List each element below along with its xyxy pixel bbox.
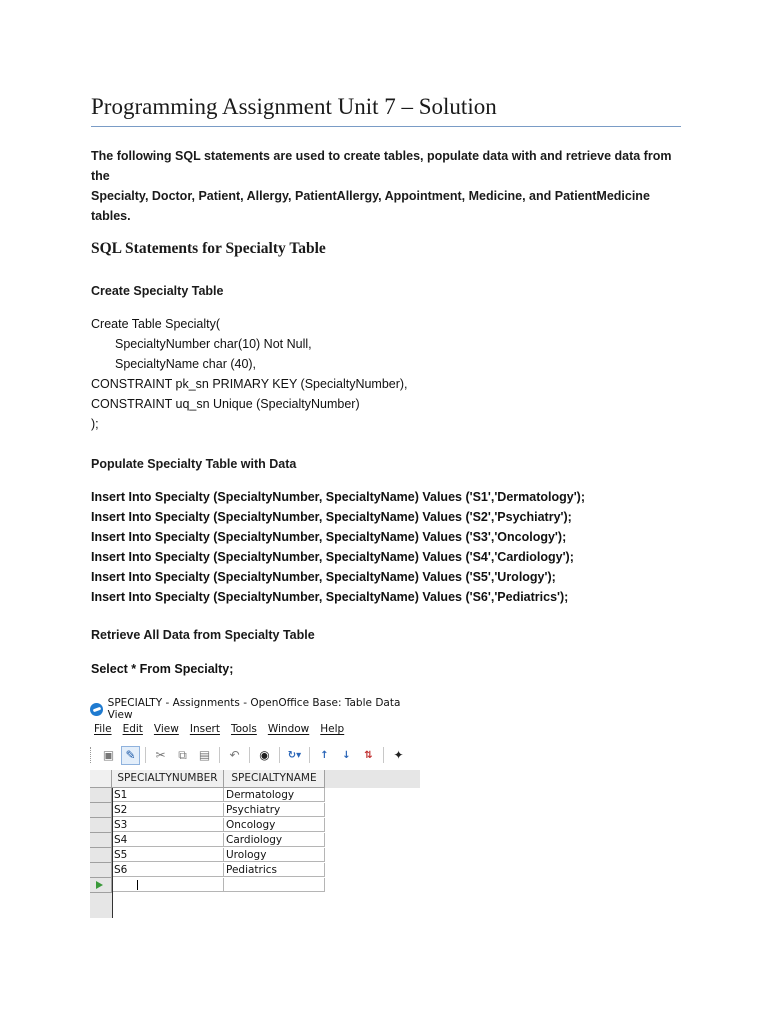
cell-specialtyname[interactable]: Dermatology (224, 788, 325, 802)
intro-paragraph (91, 146, 691, 226)
table-row (90, 833, 420, 848)
undo-icon[interactable]: ↶ (229, 748, 240, 762)
menu-window[interactable]: Window (267, 723, 310, 735)
toolbar-separator (383, 747, 384, 763)
cell-specialtyname[interactable]: Pediatrics (224, 863, 325, 877)
cut-icon[interactable]: ✂ (155, 748, 166, 762)
code-line: Create Table Specialty( (91, 317, 221, 331)
create-statement (91, 314, 408, 434)
code-line: SpecialtyNumber char(10) Not Null, (115, 337, 312, 351)
cell-specialtynumber[interactable]: S2 (112, 803, 224, 817)
menu-help[interactable]: Help (320, 723, 345, 735)
data-grid (90, 770, 420, 918)
row-selector[interactable] (90, 833, 112, 848)
save-icon[interactable]: ▣ (102, 748, 115, 762)
toolbar-separator (219, 747, 220, 763)
intro-line: tables. (91, 209, 131, 223)
openoffice-screenshot (90, 697, 420, 918)
row-selector[interactable] (90, 818, 112, 833)
autofilter-icon[interactable]: ✦ (393, 748, 404, 762)
code-line: Insert Into Specialty (SpecialtyNumber, SpecialtyName) Values ('S3','Oncology'); (91, 530, 567, 544)
section-heading: SQL Statements for Specialty Table (91, 240, 326, 257)
menu-view[interactable]: View (153, 723, 179, 735)
intro-line: Specialty, Doctor, Patient, Allergy, PatientAllergy, Appointment, Medicine, and PatientMedicine (91, 189, 650, 203)
menu-file[interactable]: File (94, 723, 112, 735)
cell-specialtynumber[interactable]: S4 (112, 833, 224, 847)
menu-tools[interactable]: Tools (230, 723, 257, 735)
column-header-specialtynumber[interactable]: SPECIALTYNUMBER (112, 770, 224, 788)
toolbar-separator (309, 747, 310, 763)
text-caret (137, 880, 138, 890)
row-selector[interactable] (90, 788, 112, 803)
sort-ascending-icon[interactable]: ↑ (320, 749, 329, 761)
code-line: Select * From Specialty; (91, 662, 234, 676)
code-line: Insert Into Specialty (SpecialtyNumber, SpecialtyName) Values ('S2','Psychiatry'); (91, 510, 572, 524)
cell-specialtyname[interactable]: Urology (224, 848, 325, 862)
window-titlebar (90, 697, 420, 721)
table-row (90, 818, 420, 833)
select-statement (91, 659, 233, 679)
menu-edit[interactable]: Edit (122, 723, 143, 735)
grid-divider (112, 788, 113, 918)
edit-data-icon[interactable]: ✎ (121, 746, 140, 765)
sort-descending-icon[interactable]: ↓ (342, 749, 351, 761)
code-line: CONSTRAINT uq_sn Unique (SpecialtyNumber) (91, 397, 360, 411)
row-selector[interactable] (90, 848, 112, 863)
create-heading: Create Specialty Table (91, 284, 224, 298)
cell-specialtyname[interactable]: Psychiatry (224, 803, 325, 817)
new-record-row (90, 878, 420, 893)
toolbar-grip[interactable] (90, 747, 94, 763)
cell-specialtyname[interactable]: Cardiology (224, 833, 325, 847)
new-record-arrow-icon (96, 881, 103, 889)
toolbar-separator (145, 747, 146, 763)
code-line: Insert Into Specialty (SpecialtyNumber, SpecialtyName) Values ('S6','Pediatrics'); (91, 590, 569, 604)
cell-specialtynumber[interactable]: S5 (112, 848, 224, 862)
column-header-specialtyname[interactable]: SPECIALTYNAME (224, 770, 325, 788)
code-line: Insert Into Specialty (SpecialtyNumber, SpecialtyName) Values ('S5','Urology'); (91, 570, 556, 584)
code-line: ); (91, 417, 99, 431)
document-title: Programming Assignment Unit 7 – Solution (91, 94, 497, 119)
menu-insert[interactable]: Insert (189, 723, 220, 735)
new-cell-specialtynumber[interactable] (112, 878, 224, 892)
cell-specialtyname[interactable]: Oncology (224, 818, 325, 832)
retrieve-heading: Retrieve All Data from Specialty Table (91, 628, 315, 642)
code-line: SpecialtyName char (40), (115, 357, 257, 371)
intro-line: The following SQL statements are used to create tables, populate data with and retrieve data from the (91, 149, 672, 183)
table-row (90, 788, 420, 803)
toolbar (90, 743, 420, 767)
corner-cell[interactable] (90, 770, 112, 788)
table-row (90, 803, 420, 818)
openoffice-logo-icon (90, 703, 103, 716)
toolbar-separator (249, 747, 250, 763)
title-underline (91, 126, 681, 127)
populate-heading: Populate Specialty Table with Data (91, 457, 297, 471)
table-row (90, 863, 420, 878)
toolbar-separator (279, 747, 280, 763)
cell-specialtynumber[interactable]: S6 (112, 863, 224, 877)
insert-statements (91, 487, 585, 607)
refresh-icon[interactable]: ↻▾ (287, 749, 302, 761)
row-selector[interactable] (90, 863, 112, 878)
code-line: Insert Into Specialty (SpecialtyNumber, SpecialtyName) Values ('S1','Dermatology'); (91, 490, 585, 504)
find-icon[interactable]: ◉ (259, 748, 270, 762)
new-cell-specialtyname[interactable] (224, 878, 325, 892)
sort-icon[interactable]: ⇅ (364, 749, 373, 761)
code-line: Insert Into Specialty (SpecialtyNumber, SpecialtyName) Values ('S4','Cardiology'); (91, 550, 574, 564)
cell-specialtynumber[interactable]: S3 (112, 818, 224, 832)
table-row (90, 848, 420, 863)
code-line: CONSTRAINT pk_sn PRIMARY KEY (SpecialtyNumber), (91, 377, 408, 391)
menu-bar (94, 723, 344, 739)
copy-icon[interactable]: ⧉ (178, 747, 187, 762)
cell-specialtynumber[interactable]: S1 (112, 788, 224, 802)
window-title: SPECIALTY - Assignments - OpenOffice Base: Table Data View (107, 697, 401, 721)
paste-icon[interactable]: ▤ (198, 748, 211, 762)
row-selector[interactable] (90, 803, 112, 818)
row-selector[interactable] (90, 878, 112, 893)
